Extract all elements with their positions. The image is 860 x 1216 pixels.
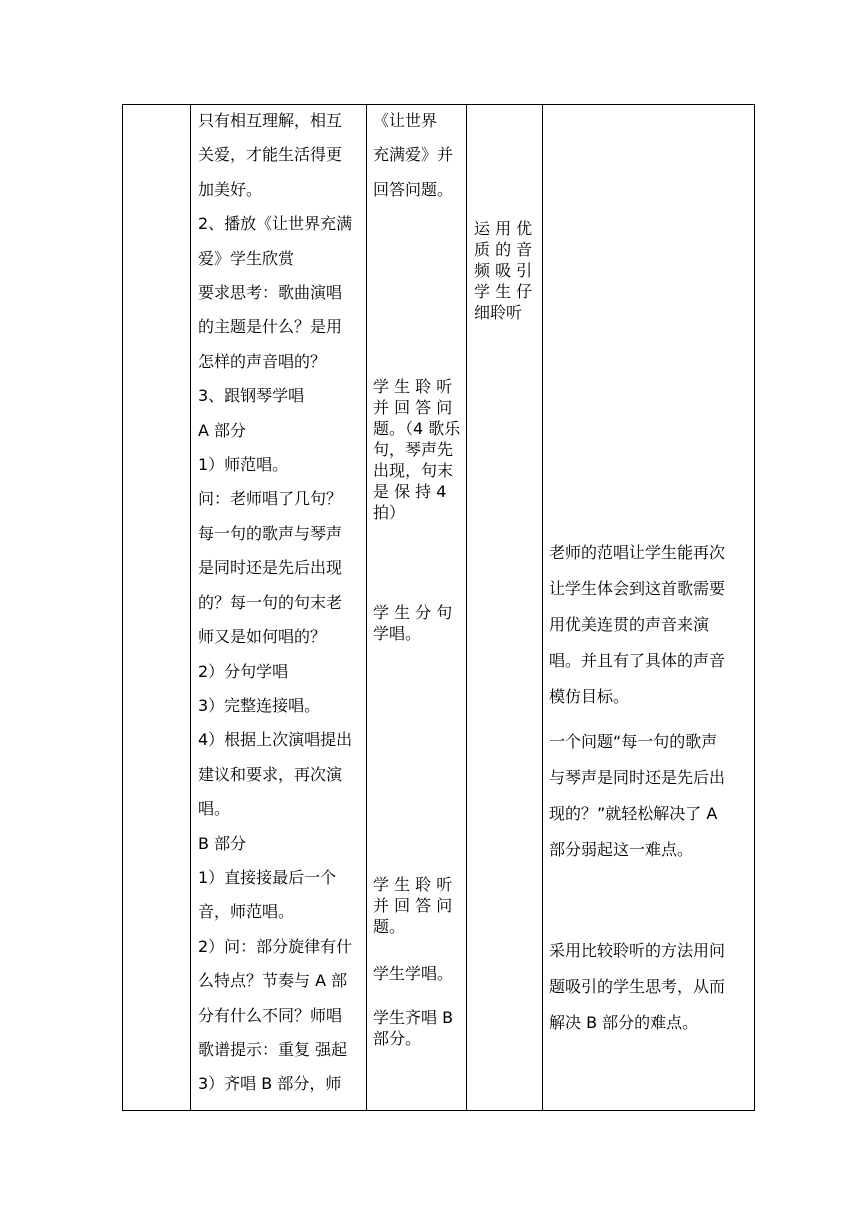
table-column-border	[366, 104, 367, 1111]
reflection-cell	[549, 933, 749, 1041]
text-line: 每一句的歌声与琴声	[198, 523, 343, 543]
text-line: 2）问：部分旋律有什	[198, 936, 353, 956]
text-line: 与琴声是同时还是先后出	[549, 768, 726, 787]
text-line: 一个问题“每一句的歌声	[549, 732, 718, 751]
text-line: 学 生 仔	[474, 282, 533, 301]
text-line: 只有相互理解，相互	[198, 111, 343, 130]
text-line: 学唱。	[373, 624, 422, 643]
text-line: 质 的 音	[474, 240, 533, 259]
table-column-border	[122, 104, 123, 1111]
text-line: 让学生体会到这首歌需要	[549, 579, 726, 598]
activity-block-2	[373, 376, 461, 523]
text-line: 解决 B 部分的难点。	[549, 1013, 699, 1032]
text-line: 的主题是什么？是用	[198, 317, 343, 337]
table-column-border	[754, 104, 755, 1111]
table-column-border	[190, 104, 191, 1111]
text-line: 细聆听	[474, 303, 523, 322]
text-line: 音，师范唱。	[198, 902, 295, 922]
text-line: 加美好。	[198, 179, 263, 199]
text-line: 唱。	[198, 799, 231, 819]
text-line: 部分。	[373, 1029, 422, 1048]
reflection-cell	[549, 724, 749, 868]
text-line: 么特点？节奏与 A 部	[198, 971, 348, 991]
activity-block-5	[373, 963, 461, 984]
text-line: 爱》学生欣赏	[198, 248, 295, 268]
table-column-border	[542, 104, 543, 1111]
text-line: 2、播放《让世界充满	[198, 214, 353, 234]
text-line: 要求思考：歌曲演唱	[198, 283, 343, 303]
text-line: 题。	[373, 917, 406, 936]
text-line: 3）齐唱 B 部分，师	[198, 1074, 342, 1094]
text-line: 的？每一句的句末老	[198, 592, 343, 612]
text-line: 是同时还是先后出现	[198, 558, 343, 578]
table-bottom-border	[122, 1110, 755, 1111]
student-activity-cell	[373, 0, 461, 1110]
text-line: 3、跟钢琴学唱	[198, 386, 305, 406]
text-line: 部分弱起这一难点。	[549, 840, 694, 859]
activity-block-1	[373, 104, 461, 207]
text-line: 学 生 聆 听	[373, 377, 453, 396]
text-line: B 部分	[198, 833, 247, 853]
text-line: 并 回 答 问	[373, 896, 453, 915]
text-line: 建议和要求，再次演	[198, 764, 343, 784]
text-line: 唱。并且有了具体的声音	[549, 651, 726, 670]
teaching-process-cell	[198, 104, 364, 1102]
table-column-border	[466, 104, 467, 1111]
text-line: 学生学唱。	[373, 964, 454, 983]
text-line: 并 回 答 问	[373, 398, 453, 417]
text-line: 1）直接接最后一个	[198, 867, 337, 887]
text-line: A 部分	[198, 420, 247, 440]
text-line: 1）师范唱。	[198, 455, 289, 475]
text-line: 采用比较聆听的方法用问	[549, 941, 726, 960]
text-line: 回答问题。	[373, 179, 454, 199]
text-line: 运 用 优	[474, 219, 533, 238]
text-line: 歌谱提示：重复 强起	[198, 1039, 348, 1059]
text-line: 学 生 分 句	[373, 603, 453, 622]
text-line: 2）分句学唱	[198, 661, 289, 681]
text-line: 拍）	[373, 503, 406, 522]
text-line: 频 吸 引	[474, 261, 533, 280]
reflection-cell	[549, 535, 749, 715]
text-line: 现的？”就轻松解决了 A	[549, 804, 718, 823]
text-line: 题。（4 歌乐	[373, 419, 461, 438]
text-line: 题吸引的学生思考，从而	[549, 977, 726, 996]
text-line: 师又是如何唱的？	[198, 627, 327, 647]
text-line: 句，琴声先	[373, 440, 454, 459]
text-line: 学 生 聆 听	[373, 875, 453, 894]
text-line: 模仿目标。	[549, 687, 630, 706]
text-line: 分有什么不同？师唱	[198, 1005, 343, 1025]
text-line: 充满爱》并	[373, 145, 454, 165]
text-line: 用优美连贯的声音来演	[549, 615, 710, 634]
text-line: 问：老师唱了几句？	[198, 489, 343, 509]
text-line: 是 保 持 4	[373, 482, 447, 501]
text-line: 学生齐唱 B	[373, 1008, 454, 1027]
text-line: 出现，句末	[373, 461, 454, 480]
text-line: 3）完整连接唱。	[198, 695, 321, 715]
activity-block-4	[373, 874, 461, 937]
activity-block-6	[373, 1007, 461, 1049]
text-line: 老师的范唱让学生能再次	[549, 543, 726, 562]
activity-block-3	[373, 602, 461, 644]
design-intent-cell	[474, 218, 538, 323]
text-line: 关爱，才能生活得更	[198, 145, 343, 165]
text-line: 4）根据上次演唱提出	[198, 730, 353, 750]
text-line: 怎样的声音唱的？	[198, 351, 327, 371]
text-line: 《让世界	[373, 111, 438, 130]
